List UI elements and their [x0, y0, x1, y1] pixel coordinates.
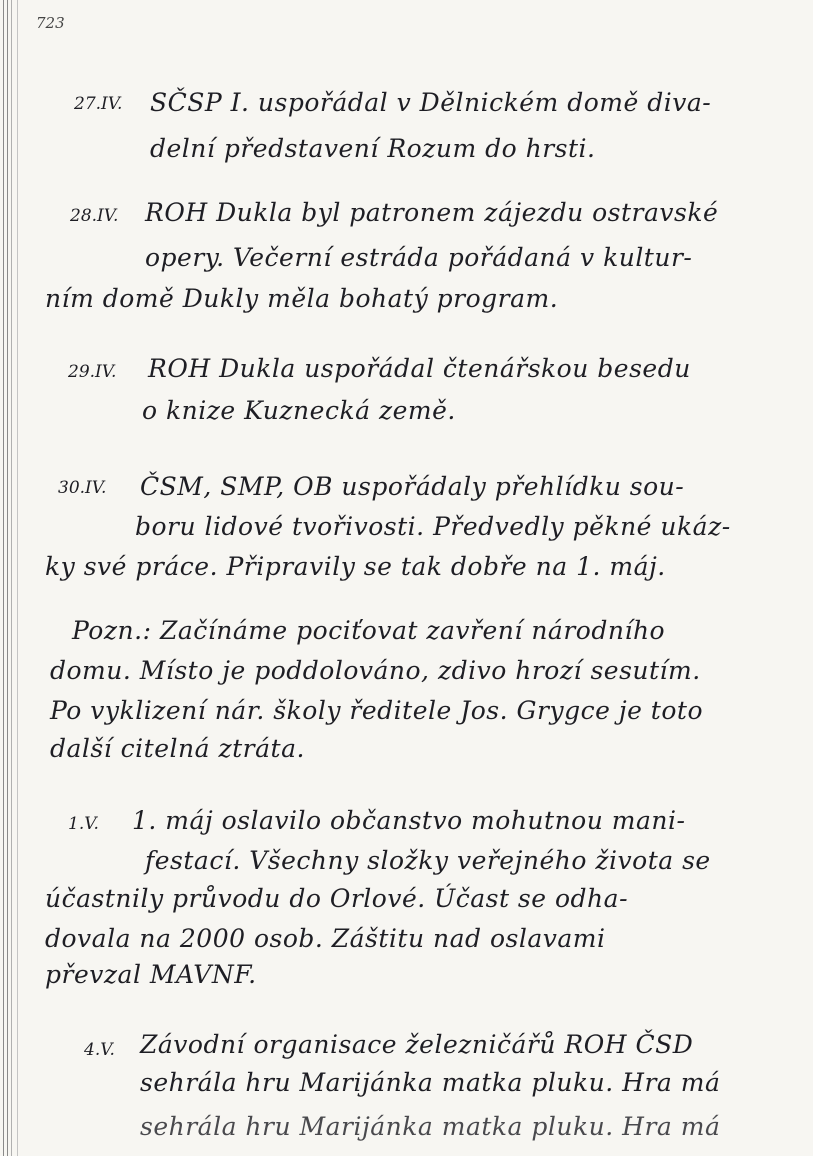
page-number: 723	[36, 14, 65, 32]
entry-date: 28.IV.	[70, 206, 119, 226]
entry-text-line: o knize Kuznecká země.	[142, 396, 456, 425]
entry-date: 1.V.	[68, 814, 99, 834]
note-text-line: další citelná ztráta.	[50, 734, 305, 763]
binding-edge	[0, 0, 24, 1156]
entry-text-line: dovala na 2000 osob. Záštitu nad oslavami	[45, 924, 606, 953]
entry-text-line: 1. máj oslavilo občanstvo mohutnou mani-	[132, 806, 686, 835]
entry-text-line: ROH Dukla uspořádal čtenářskou besedu	[148, 354, 691, 383]
binding-line	[3, 0, 4, 1156]
entry-date: 4.V.	[84, 1040, 115, 1060]
entry-text-line: opery. Večerní estráda pořádaná v kultur-	[145, 243, 693, 272]
entry-text-line: ky své práce. Připravily se tak dobře na 1. máj.	[45, 552, 666, 581]
binding-line	[11, 0, 12, 1156]
entry-text-line: sehrála hru Marijánka matka pluku. Hra má	[140, 1068, 721, 1097]
entry-text-line: SČSP I. uspořádal v Dělnickém domě diva-	[150, 88, 712, 117]
binding-line	[17, 0, 18, 1156]
note-text-line: Po vyklizení nár. školy ředitele Jos. Grygce je toto	[50, 696, 704, 725]
entry-text-line: účastnily průvodu do Orlové. Účast se odha-	[45, 884, 629, 913]
entry-text-line: boru lidové tvořivosti. Předvedly pěkné ukáz-	[135, 512, 731, 541]
entry-text-line: festací. Všechny složky veřejného života se	[145, 846, 711, 875]
note-text-line: domu. Místo je poddolováno, zdivo hrozí sesutím.	[50, 656, 701, 685]
note-text-line: Pozn.: Začínáme pociťovat zavření národního	[72, 616, 666, 645]
entry-text-line: delní představení Rozum do hrsti.	[150, 134, 596, 163]
entry-text-line: ním domě Dukly měla bohatý program.	[45, 284, 559, 313]
entry-text-line: Závodní organisace železničářů ROH ČSD	[140, 1030, 694, 1059]
entry-date: 29.IV.	[68, 362, 117, 382]
entry-text-line: sehrála hru Marijánka matka pluku. Hra má	[140, 1112, 721, 1141]
binding-line	[7, 0, 8, 1156]
entry-date: 27.IV.	[74, 94, 123, 114]
entry-text-line: ČSM, SMP, OB uspořádaly přehlídku sou-	[140, 472, 685, 501]
entry-text-line: ROH Dukla byl patronem zájezdu ostravské	[145, 198, 719, 227]
entry-text-line: převzal MAVNF.	[45, 960, 257, 989]
entry-date: 30.IV.	[58, 478, 107, 498]
